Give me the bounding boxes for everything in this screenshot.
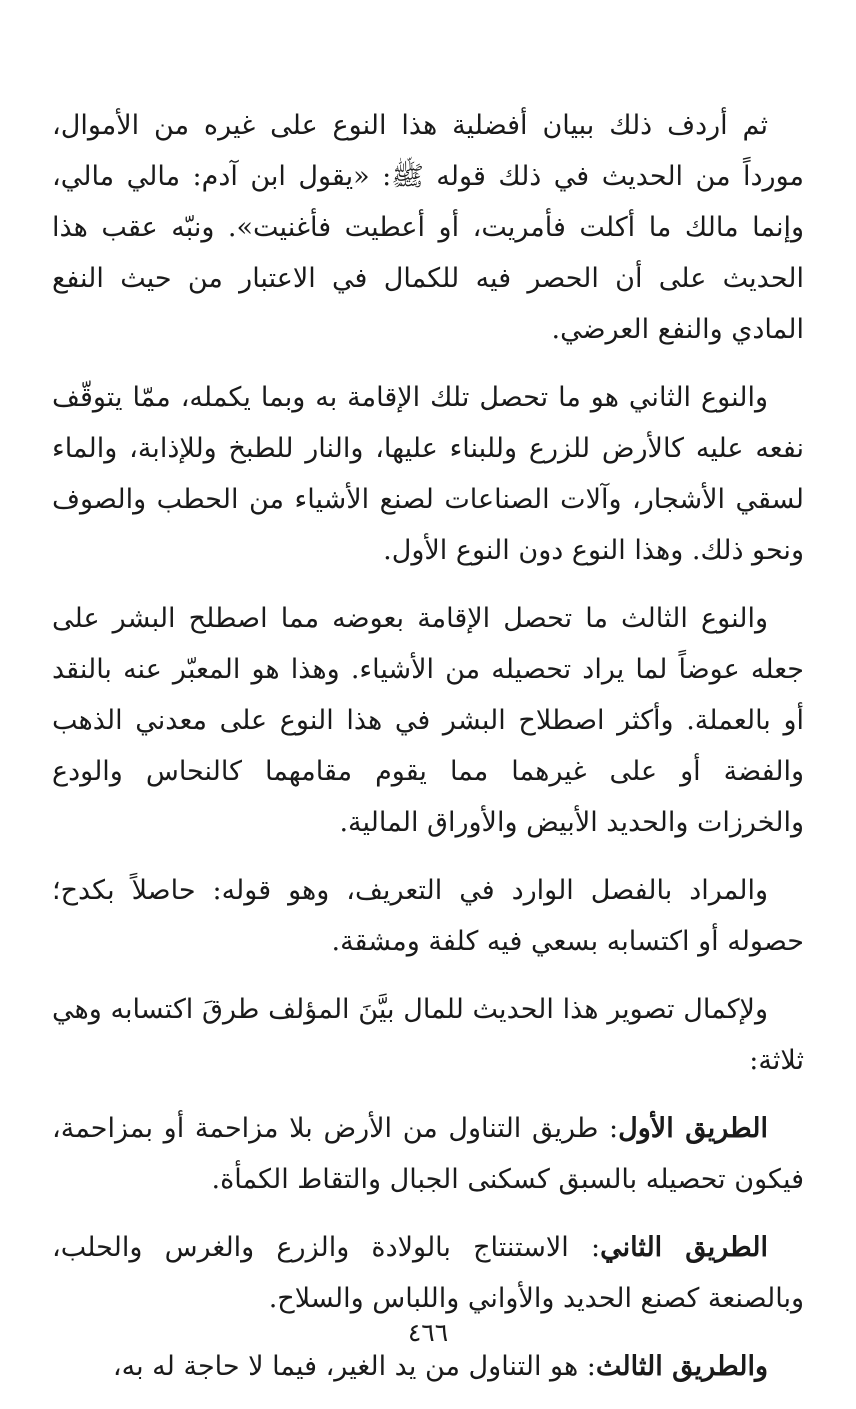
paragraph-1 <box>52 100 804 355</box>
paragraph-text: ثم أردف ذلك ببيان أفضلية هذا النوع على غيره من الأموال، مورداً من الحديث في ذلك قوله ﷺ: «يقول ابن آدم: مالي مالي، وإنما مالك ما أكلت فأمريت، أو أعطيت فأغنيت». ونبّه عقب هذا الحديث على أن الحصر فيه للكمال في الاعتبار من حيث النفع المادي والنفع العرضي. <box>52 110 804 345</box>
paragraph-lead: والطريق الثالث <box>595 1351 768 1382</box>
page-number: ٤٦٦ <box>407 1318 449 1347</box>
paragraph-text: : طريق التناول من الأرض بلا مزاحمة أو بمزاحمة، فيكون تحصيله بالسبق كسكنى الجبال والتقاط الكمأة. <box>52 1113 804 1195</box>
paragraph-text: والنوع الثاني هو ما تحصل تلك الإقامة به وبما يكمله، ممّا يتوقّف نفعه عليه كالأرض للزرع وللبناء عليها، والنار للطبخ وللإذابة، والماء لسقي الأشجار، وآلات الصناعات لصنع الأشياء من الحطب والصوف ونحو ذلك. وهذا النوع دون النوع الأول. <box>52 382 804 566</box>
paragraph-text: ولإكمال تصوير هذا الحديث للمال بيَّنَ المؤلف طرقَ اكتسابه وهي ثلاثة: <box>52 994 804 1076</box>
paragraph-text: والمراد بالفصل الوارد في التعريف، وهو قوله: حاصلاً بكدح؛ حصوله أو اكتسابه بسعي فيه كلفة ومشقة. <box>52 875 804 957</box>
paragraph-text: : هو التناول من يد الغير، فيما لا حاجة له به، <box>112 1351 596 1382</box>
paragraph-2 <box>52 372 804 576</box>
paragraph-8 <box>52 1341 804 1392</box>
page-body <box>52 100 804 1409</box>
paragraph-lead: الطريق الثاني <box>600 1232 769 1263</box>
paragraph-text: : الاستنتاج بالولادة والزرع والغرس والحلب، وبالصنعة كصنع الحديد والأواني واللباس والسلاح. <box>52 1232 804 1314</box>
paragraph-lead: الطريق الأول <box>618 1113 768 1144</box>
paragraph-6 <box>52 1103 804 1205</box>
paragraph-7 <box>52 1222 804 1324</box>
paragraph-text: والنوع الثالث ما تحصل الإقامة بعوضه مما اصطلح البشر على جعله عوضاً لما يراد تحصيله من الأشياء. وهذا هو المعبّر عنه بالنقد أو بالعملة. وأكثر اصطلاح البشر في هذا النوع على معدني الذهب والفضة أو على غيرهما مما يقوم مقامهما كالنحاس والودع والخرزات والحديد الأبيض والأوراق المالية. <box>52 603 804 838</box>
paragraph-3 <box>52 593 804 848</box>
paragraph-5 <box>52 984 804 1086</box>
paragraph-4 <box>52 865 804 967</box>
